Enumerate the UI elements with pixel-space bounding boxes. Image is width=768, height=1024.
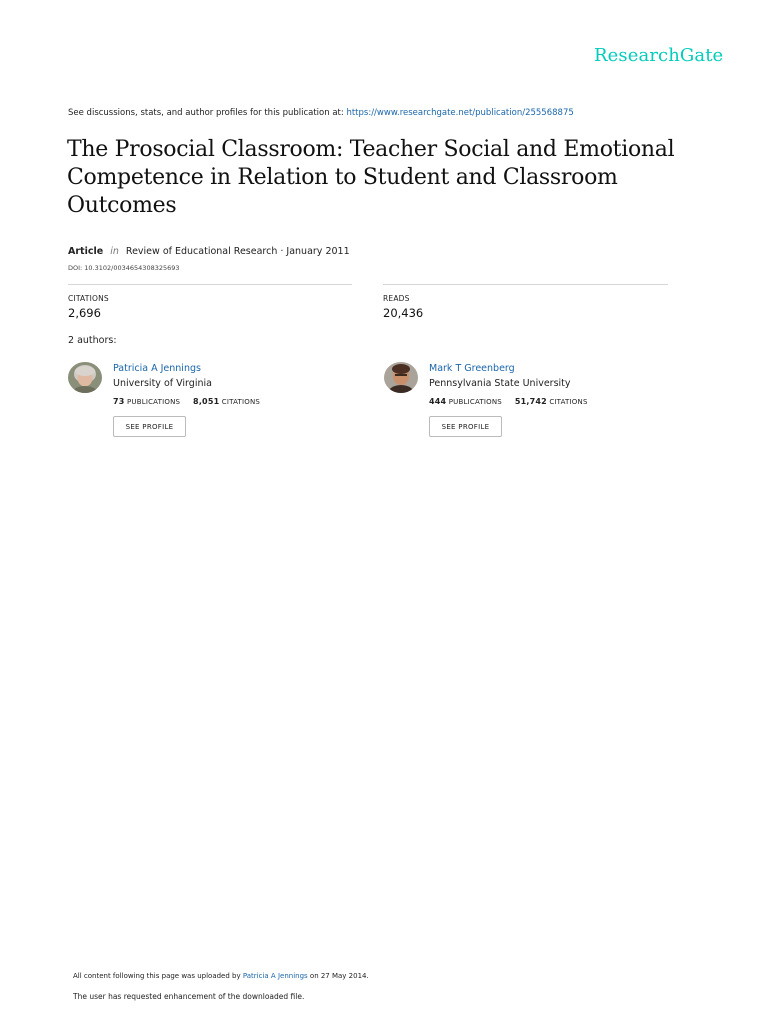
avatar[interactable] [68, 362, 102, 393]
author-citations-label: CITATIONS [549, 398, 588, 406]
avatar[interactable] [384, 362, 418, 393]
see-profile-button[interactable]: SEE PROFILE [429, 416, 502, 437]
doi: DOI: 10.3102/0034654308325693 [68, 264, 180, 272]
author-institution: Pennsylvania State University [429, 378, 571, 389]
author-citations-count: 8,051 [193, 397, 220, 406]
publications-label: PUBLICATIONS [126, 398, 181, 406]
divider-citations [68, 284, 352, 285]
researchgate-logo[interactable]: ResearchGate [594, 45, 724, 66]
divider-reads [383, 284, 668, 285]
author-stats [429, 397, 588, 406]
citations-label: CITATIONS [68, 294, 109, 303]
authors-count: 2 authors: [68, 335, 117, 346]
publications-count: 444 [429, 397, 447, 406]
publication-title: The Prosocial Classroom: Teacher Social and Emotional Competence in Relation to Student and Classroom Outcomes [67, 137, 675, 218]
reads-label: READS [383, 294, 410, 303]
uploader-link[interactable]: Patricia A Jennings [242, 972, 308, 980]
publication-url-link[interactable]: https://www.researchgate.net/publication/255568875 [346, 108, 574, 118]
upload-prefix: All content following this page was uploaded by [73, 972, 241, 980]
author-institution: University of Virginia [113, 378, 212, 389]
publication-meta [68, 246, 350, 257]
discussion-prefix: See discussions, stats, and author profiles for this publication at: [68, 108, 344, 118]
publications-count: 73 [113, 397, 125, 406]
in-label: in [110, 246, 119, 257]
publications-label: PUBLICATIONS [448, 398, 502, 406]
author-name-link[interactable]: Mark T Greenberg [429, 363, 515, 374]
author-citations-count: 51,742 [514, 397, 547, 406]
venue-date: Review of Educational Research · January 2011 [125, 246, 350, 257]
publication-type: Article [68, 246, 104, 257]
discussion-line [68, 108, 574, 118]
upload-note [73, 972, 369, 980]
author-name-link[interactable]: Patricia A Jennings [113, 363, 201, 374]
author-card [68, 362, 368, 442]
upload-suffix: on 27 May 2014. [309, 972, 369, 980]
see-profile-button[interactable]: SEE PROFILE [113, 416, 186, 437]
author-stats [113, 397, 260, 406]
author-card [384, 362, 684, 442]
enhancement-note: The user has requested enhancement of the downloaded file. [73, 992, 305, 1001]
reads-value: 20,436 [383, 306, 424, 320]
author-citations-label: CITATIONS [221, 398, 261, 406]
citations-value: 2,696 [68, 306, 101, 320]
